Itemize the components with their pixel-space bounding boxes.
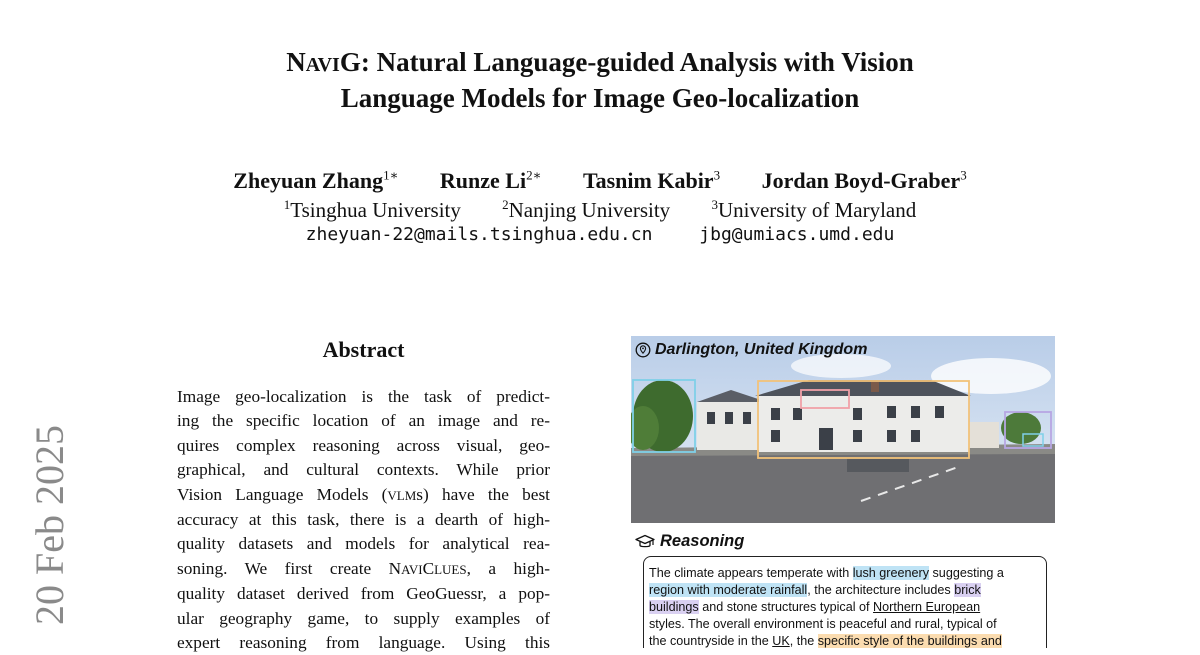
abstract-heading: Abstract: [322, 337, 405, 362]
paper-title: [200, 46, 1000, 115]
abstract-line: ular geography game, to supply examples of: [177, 608, 550, 628]
affiliation-1: $^1$Tsinghua University: [283, 197, 461, 222]
paper-title-line-2: Language Models for Image Geo-localization: [340, 83, 860, 113]
abstract-line: quality datasets and models for analytical rea-: [177, 534, 550, 554]
reasoning-heading: [635, 532, 744, 551]
abstract-body: [177, 385, 550, 655]
author-4: Jordan Boyd-Graber$^3$: [761, 168, 967, 194]
affiliation-3: $^3$University of Maryland: [711, 197, 917, 222]
abstract-line: quality dataset derived from GeoGuessr, a pop-: [177, 584, 550, 604]
abstract-line: accuracy at this task, there is a dearth of high-: [177, 510, 550, 530]
author-2: Runze $Li^{2∗}$: [439, 168, 542, 194]
reasoning-line: buildings and stone structures typical of Northern European: [649, 600, 981, 614]
abstract-line: graphical, and cultural contexts. While prior: [177, 460, 550, 480]
location-label: [635, 341, 867, 359]
location-text: Darlington, United Kingdom: [655, 341, 868, 358]
highlight-brick: brick: [954, 583, 981, 597]
highlight-building-style: specific style of the buildings and: [817, 634, 1002, 648]
reasoning-line: The climate appears temperate with lush greenery suggesting a: [649, 566, 1004, 580]
affiliation-2: $^2$Nanjing University: [502, 197, 671, 222]
affiliation-list: [120, 191, 1080, 224]
email-list: [120, 222, 1080, 248]
reasoning-line: region with moderate rainfall, the architecture includes brick: [649, 583, 981, 597]
abstract-line: soning. We first create NAVICLUES, a high-: [177, 558, 550, 578]
author-1: Zheyuan Zhang$^{1∗}$: [233, 168, 399, 194]
email-1[interactable]: zheyuan-22@mails.tsinghua.edu.cn: [305, 224, 653, 245]
abstract-line: Vision Language Models (VLMs) have the best: [177, 484, 550, 504]
arxiv-date-stamp: 20 Feb 2025: [27, 425, 72, 625]
underline-uk: UK: [772, 634, 790, 648]
reasoning-line: styles. The overall environment is peaceful and rural, typical of: [649, 617, 997, 631]
location-pin-icon: [635, 342, 651, 358]
highlight-rainfall: region with moderate rainfall: [649, 583, 808, 597]
reasoning-heading-text: Reasoning: [660, 532, 745, 550]
abstract-line: Image geo-localization is the task of predict-: [177, 387, 550, 406]
highlight-greenery: lush greenery: [852, 566, 930, 580]
underline-northern-european: Northern European: [873, 600, 981, 614]
author-3: Tasnim Kabir$^3$: [582, 168, 721, 194]
street-view-photo: [631, 336, 1055, 523]
highlight-buildings: buildings: [649, 600, 699, 614]
figure-1: [631, 336, 1055, 648]
reasoning-text-box: [643, 556, 1047, 648]
email-2[interactable]: jbg@umiacs.umd.edu: [699, 224, 895, 245]
abstract-line: expert reasoning from language. Using this: [177, 633, 550, 653]
abstract-line: quires complex reasoning across visual, geo-: [177, 435, 550, 455]
graduation-cap-icon: [635, 534, 655, 550]
paper-title-line-1: NAVIG: Natural Language-guided Analysis with Vision: [286, 47, 914, 77]
abstract-line: ing the specific location of an image and re-: [177, 411, 550, 431]
reasoning-line: the countryside in the UK, the specific style of the buildings and: [649, 634, 1002, 648]
street-view-illustration: [631, 336, 1055, 523]
